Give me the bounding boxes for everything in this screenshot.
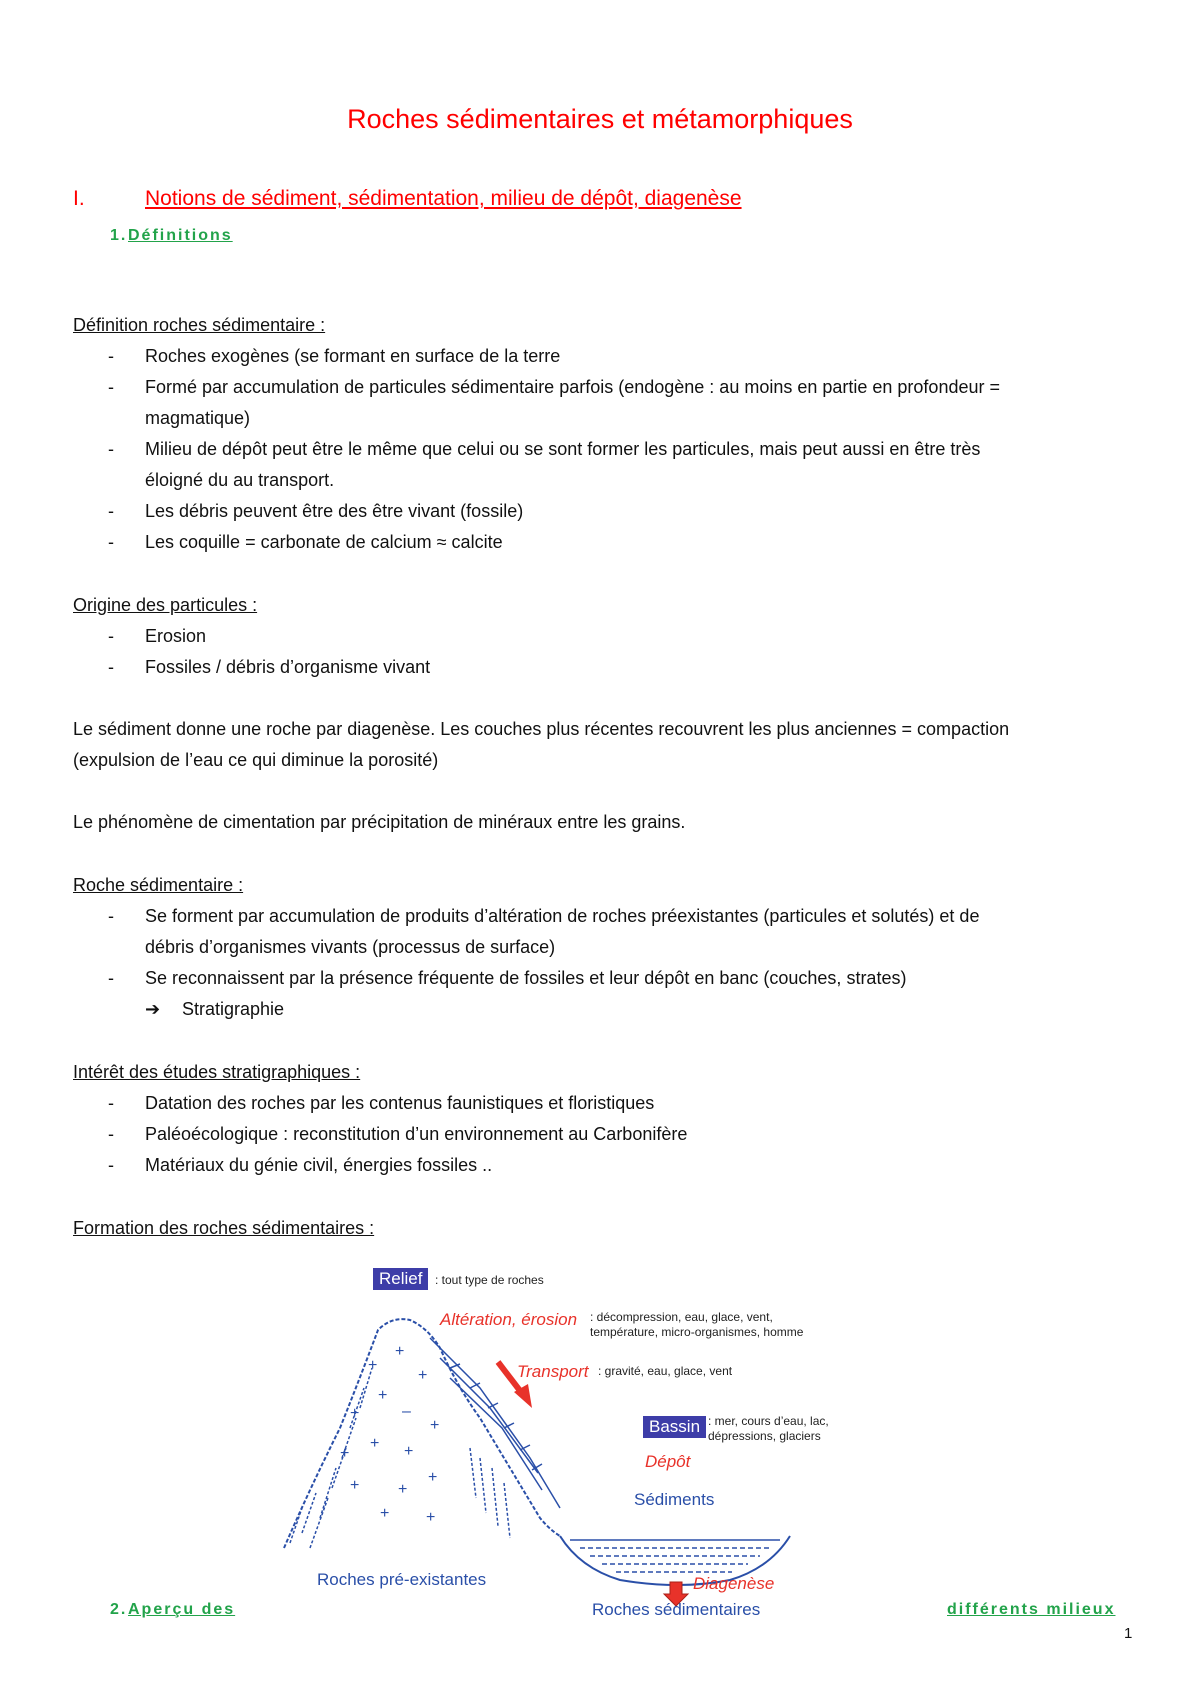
list-item: Milieu de dépôt peut être le même que celui ou se sont former les particules, mais peut aussi en être très [145,439,981,459]
depot-label: Dépôt [645,1452,691,1471]
list-item-continuation: éloigné du au transport. [145,470,335,490]
subsection-title: Définitions [128,227,233,244]
left-scree [290,1368,372,1548]
svg-text:+: + [428,1469,438,1486]
page-number: 1 [1124,1625,1133,1642]
alteration-description-2: température, micro-organismes, homme [590,1325,804,1339]
bassin-box: Bassin [643,1416,706,1438]
interet-heading: Intérêt des études stratigraphiques : [73,1062,361,1082]
svg-text:+: + [380,1505,390,1522]
list-item: Se forment par accumulation de produits d’altération de roches préexistantes (particules et solutés) et de [145,906,980,926]
relief-box: Relief [373,1268,428,1290]
svg-text:+: + [368,1357,378,1374]
crystalline-marks [340,1343,439,1526]
list-item: Datation des roches par les contenus faunistiques et floristiques [145,1093,655,1113]
sediments-label: Sédiments [634,1490,715,1509]
formation-heading: Formation des roches sédimentaires : [73,1218,375,1238]
bullet-dash: - [108,906,114,926]
sediment-layers [580,1548,770,1572]
list-item: Paléoécologique : reconstitution d’un environnement au Carbonifère [145,1124,688,1144]
paragraph: Le phénomène de cimentation par précipitation de minéraux entre les grains. [73,812,686,832]
svg-text:+: + [418,1367,428,1384]
svg-text:+: + [378,1387,388,1404]
bullet-dash: - [108,1093,114,1113]
list-item: Matériaux du génie civil, énergies fossiles .. [145,1155,493,1175]
sedimentary-formation-diagram [280,1268,880,1618]
svg-text:+: + [350,1477,360,1494]
page-title: Roches sédimentaires et métamorphiques [347,104,853,134]
origin-heading: Origine des particules : [73,595,258,615]
list-item-continuation: débris d’organismes vivants (processus de surface) [145,937,556,957]
svg-text:+: + [404,1443,414,1460]
list-item: Erosion [145,626,207,646]
bullet-dash: - [108,657,114,677]
bullet-dash: - [108,1155,114,1175]
svg-text:+: + [426,1509,436,1526]
bullet-dash: - [108,968,114,988]
list-item-continuation: magmatique) [145,408,251,428]
list-item: Les coquille = carbonate de calcium ≈ calcite [145,532,503,552]
bullet-dash: - [108,439,114,459]
transport-label: Transport [517,1362,589,1381]
subsection-2-number: 2. [110,1601,128,1618]
paragraph-line: Le sédiment donne une roche par diagenèse. Les couches plus récentes recouvrent les plus anciennes = compaction [73,719,1010,739]
list-item: Les débris peuvent être des être vivant (fossile) [145,501,524,521]
subsection-2-title: Aperçu des [128,1601,236,1618]
svg-text:+: + [398,1481,408,1498]
alteration-description-1: : décompression, eau, glace, vent, [590,1310,773,1324]
bullet-dash: - [108,346,114,366]
right-scree [470,1448,510,1538]
svg-text:+: + [395,1343,405,1360]
svg-text:+: + [370,1435,380,1452]
list-item: Formé par accumulation de particules sédimentaire parfois (endogène : au moins en partie en profondeur = [145,377,1000,397]
bullet-dash: - [108,532,114,552]
roches-pre-existantes-label: Roches pré-existantes [317,1570,487,1589]
bassin-description-2: dépressions, glaciers [708,1429,821,1443]
bullet-dash: - [108,377,114,397]
roche-heading: Roche sédimentaire : [73,875,244,895]
svg-text:–: – [402,1403,411,1420]
subsection-2-title-end: différents milieux [947,1601,1116,1618]
list-item: Se reconnaissent par la présence fréquente de fossiles et leur dépôt en banc (couches, strates) [145,968,907,988]
diagenese-label: Diagenèse [693,1574,775,1593]
subsection-number: 1. [110,227,128,244]
relief-description: : tout type de roches [435,1273,544,1287]
roches-sedimentaires-label: Roches sédimentaires [592,1600,761,1619]
section-title: Notions de sédiment, sédimentation, milieu de dépôt, diagenèse [145,187,742,210]
svg-text:+: + [350,1405,360,1422]
bullet-dash: - [108,501,114,521]
transport-description: : gravité, eau, glace, vent [598,1364,733,1378]
definition-heading: Définition roches sédimentaire : [73,315,326,335]
mountain-outline [284,1319,560,1548]
alteration-label: Altération, érosion [440,1310,578,1329]
section-number: I. [73,187,85,210]
bullet-dash: - [108,626,114,646]
bullet-dash: - [108,1124,114,1144]
svg-text:+: + [340,1445,350,1462]
list-item: Roches exogènes (se formant en surface de la terre [145,346,561,366]
bassin-description-1: : mer, cours d’eau, lac, [708,1414,829,1428]
arrow-item: Stratigraphie [182,999,285,1019]
paragraph-line: (expulsion de l’eau ce qui diminue la porosité) [73,750,439,770]
svg-text:+: + [430,1417,440,1434]
list-item: Fossiles / débris d’organisme vivant [145,657,431,677]
arrow-right-icon: ➔ [145,999,161,1019]
